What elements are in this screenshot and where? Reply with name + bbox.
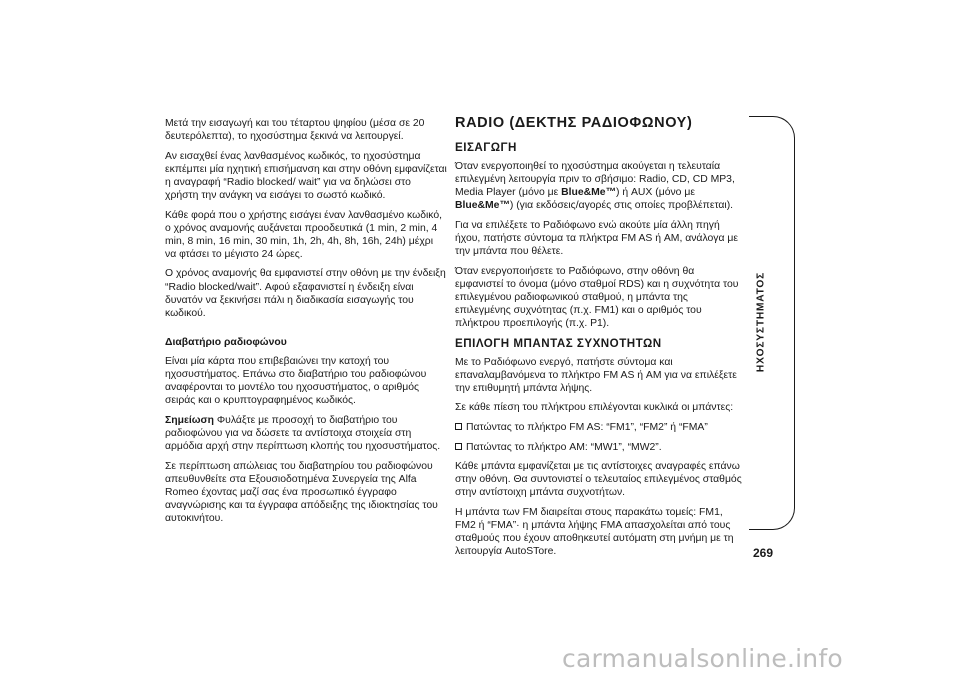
paragraph: Μετά την εισαγωγή και του τέταρτου ψηφίου (μέσα σε 20 δευτερόλεπτα), το ηχοσύστημα ξεκινά να λειτουργεί.	[165, 118, 425, 143]
paragraph	[455, 160, 745, 212]
left-column	[165, 117, 447, 532]
list-item	[455, 421, 745, 434]
paragraph: Ο χρόνος αναμονής θα εμφανιστεί στην οθόνη με την ένδειξη “Radio blocked/wait”. Αφού εξαφανιστεί η ένδειξη είναι δυνατόν να ξεκινήσει πάλι η διαδικασία εισαγωγής του κωδικού.	[165, 268, 446, 319]
subheading-radio-passport: Διαβατήριο ραδιοφώνου	[165, 336, 287, 348]
paragraph: Είναι μία κάρτα που επιβεβαιώνει την κατοχή του ηχοσυστήματος. Επάνω στο διαβατήριο του ραδιοφώνου αναφέρονται το μοντέλο του ηχοσυστήματος, ο αριθμός σειράς και ο κρυπτογραφημένος κωδικός.	[165, 355, 427, 407]
list-item-text: Πατώντας το πλήκτρο FM AS: “FM1”, “FM2” ή “FMA”	[466, 422, 708, 433]
brand-name: Blue&Me™	[561, 187, 616, 199]
text-run: ) (για εκδόσεις/αγορές στις οποίες προβλέπεται).	[509, 200, 734, 212]
brand-name: Blue&Me™	[455, 200, 510, 212]
checkbox-bullet-icon	[455, 423, 462, 430]
note-text: Φυλάξτε με προσοχή το διαβατήριο του ραδιοφώνου για να δώσετε τα αντίστοιχα στοιχεία στη αρμόδια αρχή στην περίπτωση κλοπής του ηχοσυστήματος.	[165, 414, 441, 452]
section-heading-band-selection: ΕΠΙΛΟΓΗ ΜΠΑΝΤΑΣ ΣΥΧΝΟΤΗΤΩΝ	[455, 336, 662, 350]
list-item	[455, 441, 745, 454]
note-label: Σημείωση	[165, 414, 214, 426]
paragraph: Η μπάντα των FM διαιρείται στους παρακάτω τομείς: FM1, FM2 ή “FMA”· η μπάντα λήψης FMA απασχολείται από τους σταθμούς που έχουν αποθηκευτεί αυτόματη στη μνήμη με τη λειτουργία AutoSTore.	[455, 506, 734, 558]
text-run: Όταν ενεργοποιηθεί το ηχοσύστημα ακούγεται η τελευταία επιλεγμένη λειτουργία πριν το σβήσιμο: Radio, CD, CD MP3, Media Player (μόνο με	[455, 161, 735, 199]
section-heading-intro: ΕΙΣΑΓΩΓΗ	[455, 141, 517, 154]
chapter-tab-title: ΗΧΟΣΥΣΤΗΜΑΤΟΣ	[755, 271, 767, 373]
paragraph: Για να επιλέξετε το Ραδιόφωνο ενώ ακούτε μία άλλη πηγή ήχου, πατήστε σύντομα τα πλήκτρα FM AS ή AM, ανάλογα με την μπάντα που θέλετε.	[455, 219, 738, 258]
paragraph: Με το Ραδιόφωνο ενεργό, πατήστε σύντομα και επαναλαμβανόμενα το πλήκτρο FM AS ή AM για να επιλέξετε την επιθυμητή μπάντα λήψης.	[455, 356, 737, 394]
paragraph: Σε κάθε πίεση του πλήκτρου επιλέγονται κυκλικά οι μπάντες:	[455, 402, 734, 414]
paragraph: Κάθε μπάντα εμφανίζεται με τις αντίστοιχες αναγραφές επάνω στην οθόνη. Θα συντονιστεί ο τελευταίος επιλεγμένος σταθμός στην αντίστοιχη μπάντα συχνοτήτων.	[455, 461, 742, 499]
right-column	[455, 115, 745, 565]
paragraph: Όταν ενεργοποιήσετε το Ραδιόφωνο, στην οθόνη θα εμφανιστεί το όνομα (μόνο σταθμοί RDS) και η συχνότητα του επιλεγμένου ραδιοφωνικού σταθμού, η μπάντα της επιλεγμένης συχνότητας (π.χ. FM1) και ο αριθμός του πλήκτρου προεπιλογής (π.χ. P1).	[455, 265, 739, 330]
paragraph: Κάθε φορά που ο χρήστης εισάγει έναν λανθασμένο κωδικό, ο χρόνος αναμονής αυξάνεται προοδευτικά (1 min, 2 min, 4 min, 8 min, 16 min, 30 min, 1h, 2h, 4h, 8h, 16h, 24h) μέχρι να φτάσει το μέγιστο 24 ώρες.	[165, 209, 443, 260]
page-number: 269	[753, 546, 774, 560]
note-paragraph	[165, 414, 447, 453]
checkbox-bullet-icon	[455, 443, 462, 450]
text-run: ) ή AUX (μόνο με	[615, 187, 695, 199]
paragraph: Αν εισαχθεί ένας λανθασμένος κωδικός, το ηχοσύστημα εκπέμπει μία ηχητική επισήμανση και στην οθόνη εμφανίζεται η αναγραφή “Radio blocked/ wait” για να δηλώσει στο χρήστη την ανάγκη να εισάγει το σωστό κωδικό.	[165, 150, 447, 201]
paragraph: Σε περίπτωση απώλειας του διαβατηρίου του ραδιοφώνου απευθυνθείτε στα Εξουσιοδοτημένα Συνεργεία της Alfa Romeo έχοντας μαζί σας ένα προσωπικό έγγραφο αναγνώρισης και τα έγγραφα απόδειξης της ιδιοκτησίας του αυτοκινήτου.	[165, 460, 438, 524]
watermark: carmanualsonline.info	[562, 644, 843, 673]
section-title: RADIO (ΔΕΚΤΗΣ ΡΑΔΙΟΦΩΝΟΥ)	[455, 115, 693, 131]
list-item-text: Πατώντας το πλήκτρο AM: “MW1”, “MW2”.	[466, 441, 662, 453]
